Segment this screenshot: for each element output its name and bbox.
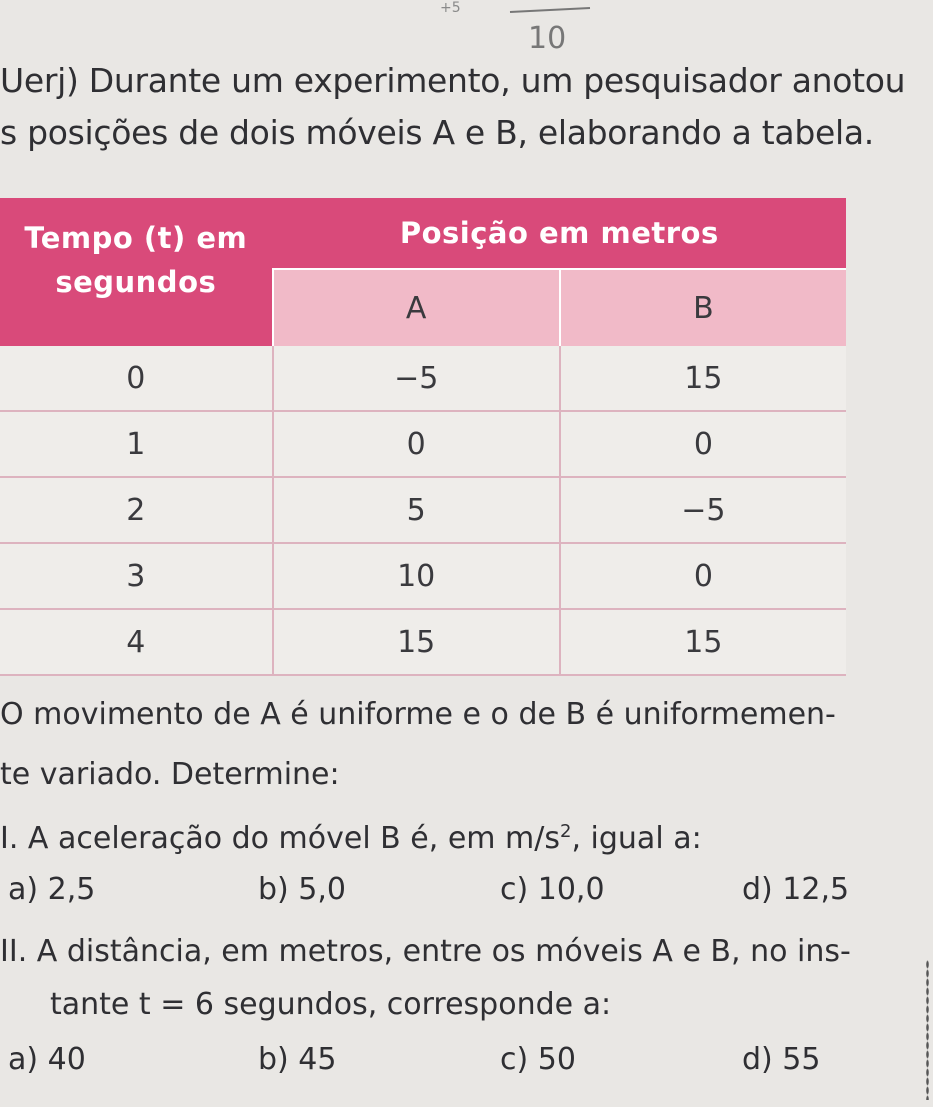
position-a-cell: 10 [273, 543, 560, 609]
time-cell: 4 [0, 609, 273, 675]
q1-option-b[interactable]: b) 5,0 [258, 872, 346, 907]
position-b-cell: 15 [560, 346, 846, 411]
position-b-cell: −5 [560, 477, 846, 543]
column-a-header: A [273, 269, 560, 346]
table-row [0, 411, 846, 477]
position-a-cell: 15 [273, 609, 560, 675]
time-cell: 1 [0, 411, 273, 477]
position-a-cell: 0 [273, 411, 560, 477]
time-cell: 3 [0, 543, 273, 609]
question-1-suffix: , igual a: [571, 821, 702, 856]
handwritten-scribble [430, 0, 610, 55]
table-row [0, 346, 846, 411]
table-header-row [0, 198, 846, 269]
q2-option-a[interactable]: a) 40 [8, 1042, 86, 1077]
q2-option-c[interactable]: c) 50 [500, 1042, 576, 1077]
question-1 [0, 812, 930, 859]
position-b-cell: 15 [560, 609, 846, 675]
statement-line2: te variado. Determine: [0, 757, 340, 792]
q1-option-d[interactable]: d) 12,5 [742, 872, 850, 907]
page-edge-dots [926, 960, 929, 1100]
scribble-number: 10 [528, 21, 567, 55]
position-a-cell: 5 [273, 477, 560, 543]
time-header-line2: segundos [55, 265, 217, 299]
position-b-cell: 0 [560, 411, 846, 477]
q2-option-d[interactable]: d) 55 [742, 1042, 821, 1077]
q1-option-a[interactable]: a) 2,5 [8, 872, 96, 907]
question-2-line1: II. A distância, em metros, entre os móveis A e B, no ins- [0, 934, 851, 969]
intro-text: Uerj) Durante um experimento, um pesquisador anotou s posições de dois móveis A e B, elaborando a tabela. [0, 61, 906, 152]
question-1-exponent: 2 [560, 821, 572, 842]
q1-option-c[interactable]: c) 10,0 [500, 872, 605, 907]
time-column-header [0, 198, 273, 346]
table-row [0, 477, 846, 543]
q2-option-b[interactable]: b) 45 [258, 1042, 337, 1077]
question-2-line2: tante t = 6 segundos, corresponde a: [50, 987, 612, 1022]
position-column-header: Posição em metros [273, 198, 846, 269]
time-header-line1: Tempo (t) em [24, 221, 248, 255]
question-1-prefix: I. A aceleração do móvel B é, em m/s [0, 821, 561, 856]
time-cell: 2 [0, 477, 273, 543]
position-a-cell: −5 [273, 346, 560, 411]
table-row [0, 609, 846, 675]
scribble-top: +5 [440, 0, 461, 16]
table-row [0, 543, 846, 609]
question-1-options [0, 872, 930, 912]
question-2-options [0, 1042, 930, 1082]
statement-line1: O movimento de A é uniforme e o de B é uniformemen- [0, 697, 836, 732]
position-b-cell: 0 [560, 543, 846, 609]
time-cell: 0 [0, 346, 273, 411]
positions-table [0, 198, 846, 676]
column-b-header: B [560, 269, 846, 346]
